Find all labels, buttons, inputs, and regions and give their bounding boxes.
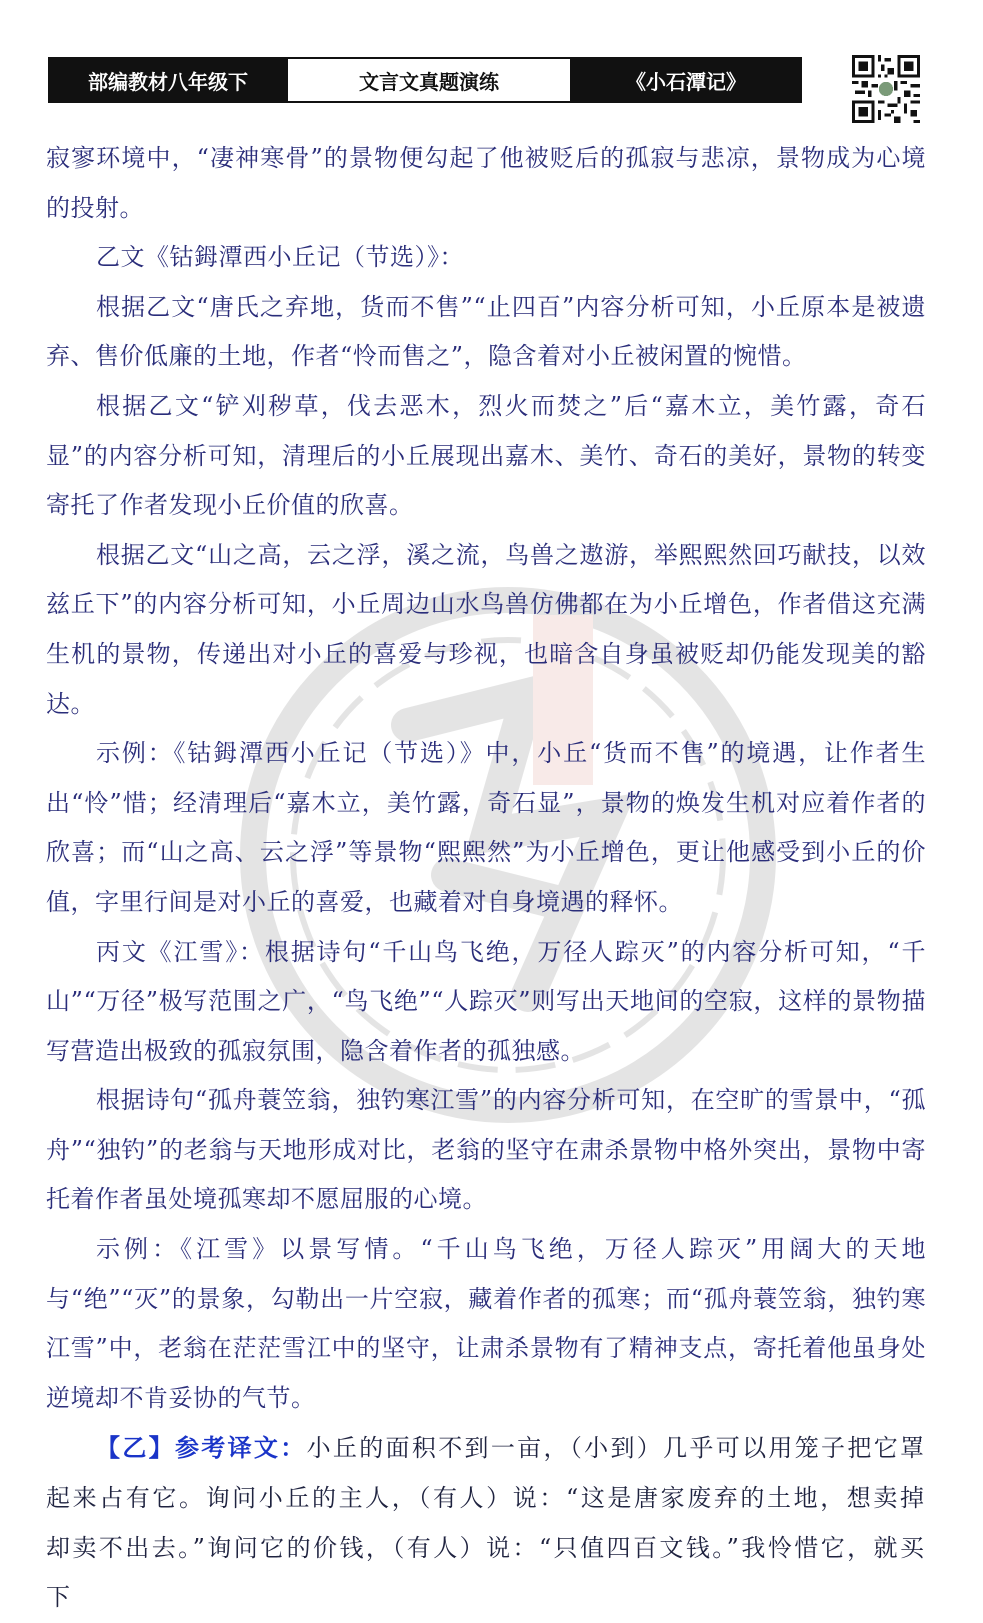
paragraph: 丙文《江雪》：根据诗句“千山鸟飞绝，万径人踪灭”的内容分析可知，“千山”“万径”极写范围之广，“鸟飞绝”“人踪灭”则写出天地间的空寂，这样的景物描写营造出极致的孤寂氛围，隐含着作者的孤独感。 [46,937,926,1065]
qr-code-icon [852,55,920,123]
answer-content [46,134,926,1623]
header-grade-label: 部编教材八年级下 [50,59,286,101]
paragraph: 示例：《江雪》以景写情。“千山鸟飞绝，万径人踪灭”用阔大的天地与“绝”“灭”的景象，勾勒出一片空寂，藏着作者的孤寒；而“孤舟蓑笠翁，独钓寒江雪”中，老翁在茫茫雪江中的坚守，让肃杀景物有了精神支点，寄托着他虽身处逆境却不肯妥协的气节。 [46,1235,926,1412]
header-section-title: 文言文真题演练 [286,59,572,101]
paragraph: 乙文《钴鉧潭西小丘记（节选）》： [96,243,464,272]
translation-tag: 【乙】 [96,1433,175,1463]
paragraph: 根据乙文“山之高，云之浮，溪之流，鸟兽之遨游，举熙熙然回巧献技，以效兹丘下”的内容分析可知，小丘周边山水鸟兽仿佛都在为小丘增色，作者借这充满生机的景物，传递出对小丘的喜爱与珍视，也暗含自身虽被贬却仍能发现美的豁达。 [46,540,926,718]
paragraph: 根据乙文“铲刈秽草，伐去恶木，烈火而焚之”后“嘉木立，美竹露，奇石显”的内容分析可知，清理后的小丘展现出嘉木、美竹、奇石的美好，景物的转变寄托了作者发现小丘价值的欣喜。 [46,391,926,520]
translation-paragraph [46,1423,926,1622]
translation-lead: 参考译文： [174,1433,307,1463]
header-bar [48,57,802,103]
paragraph: 示例：《钴鉧潭西小丘记（节选）》中，小丘“货而不售”的境遇，让作者生出“怜”惜；经清理后“嘉木立，美竹露，奇石显”，景物的焕发生机对应着作者的欣喜；而“山之高、云之浮”等景物“熙熙然”为小丘增色，更让他感受到小丘的价值，字里行间是对小丘的喜爱，也藏着对自身境遇的释怀。 [46,739,926,916]
header-lesson-title: 《小石潭记》 [572,59,800,101]
paragraph: 根据诗句“孤舟蓑笠翁，独钓寒江雪”的内容分析可知，在空旷的雪景中，“孤舟”“独钓”的老翁与天地形成对比，老翁的坚守在肃杀景物中格外突出，景物中寄托着作者虽处境孤寒却不愿屈服的心境。 [46,1086,926,1214]
paragraph: 根据乙文“唐氏之弃地，货而不售”“止四百”内容分析可知，小丘原本是被遗弃、售价低廉的土地，作者“怜而售之”，隐含着对小丘被闲置的惋惜。 [46,292,926,371]
translation-text: 小丘的面积不到一亩，（小到）几乎可以用笼子把它罩起来占有它。询问小丘的主人，（有人）说：“这是唐家废弃的土地，想卖掉却卖不出去。”询问它的价钱，（有人）说：“只值四百文钱。”我怜惜它，就买下 [46,1434,927,1612]
paragraph: 寂寥环境中，“凄神寒骨”的景物便勾起了他被贬后的孤寂与悲凉，景物成为心境的投射。 [46,144,926,222]
